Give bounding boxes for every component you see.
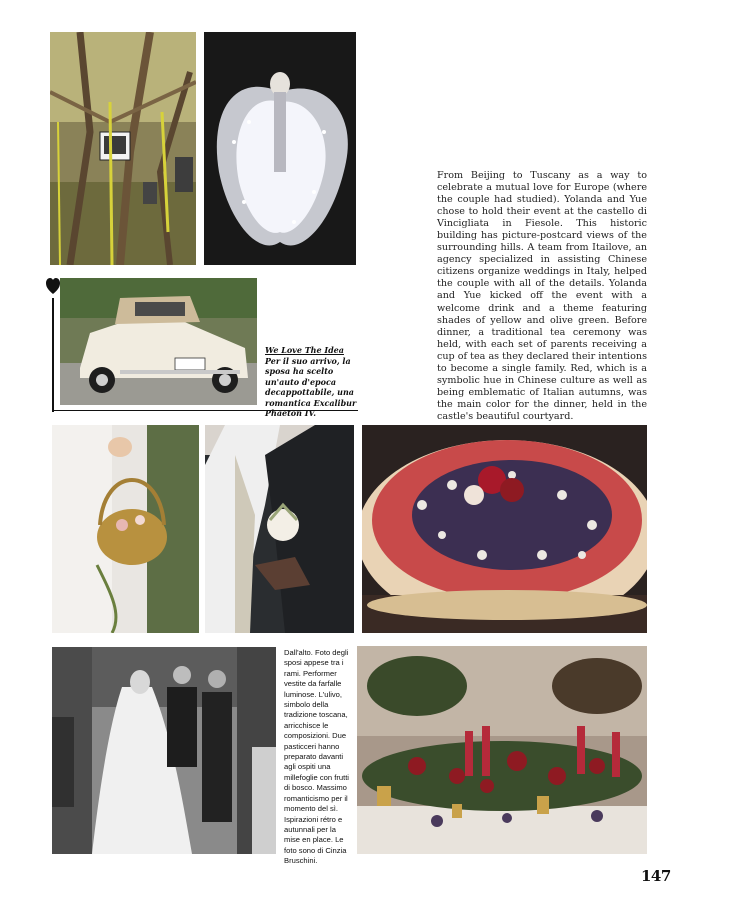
photo-ceremony-black-white — [52, 647, 276, 854]
article-body: From Beijing to Tuscany as a way to celebrate a mutual love for Europe (where the couple had studied). Yolanda and Yue chose to hold their event at the castello di Vincigliata in Fiesole. This historic building has picture-postcard views of the surrounding hills. A team from Itailove, an agency specialized in assisting Chinese citizens organize weddings in Italy, helped the couple with all of the details. Yolanda and Yue kicked off the event with a welcome drink and a theme featuring shades of yellow and olive green. Before dinner, a traditional tea ceremony was held, with each set of parents receiving a cup of tea as they declared their intentions to become a single family. Red, which is a symbolic hue in Chinese culture as well as being emblematic of Italian autumns, was the main color for the dinner, held in the castle's beautiful courtyard. — [437, 170, 647, 422]
car-caption-text: Per il suo arrivo, la sposa ha scelto un'auto d'epoca decappottabile, una romantica Excalibur Phaeton IV. — [265, 355, 357, 418]
photo-groom-boutonniere — [205, 425, 354, 633]
heart-icon — [46, 277, 60, 297]
photo-vintage-car-excalibur — [60, 278, 257, 405]
photo-luminous-butterfly-performer — [204, 32, 356, 265]
page-number: 147 — [641, 867, 671, 885]
car-caption-title: We Love The Idea — [265, 345, 344, 355]
photo-tree-hanging-photos — [50, 32, 196, 265]
car-caption — [265, 345, 365, 419]
decorative-vertical-rule — [52, 298, 54, 412]
photo-table-setting — [357, 646, 647, 854]
photo-bridal-basket-olive — [52, 425, 199, 633]
photo-credits-caption: Dall'alto. Foto degli sposi appese tra i rami. Performer vestite da farfalle luminose. L'ulivo, simbolo della tradizione toscana, arricchisce le composizioni. Due pasticceri hanno preparato davanti agli ospiti una millefoglie con frutti di bosco. Massimo romanticismo per il momento del sì. Ispirazioni rétro e autunnali per la mise en place. Le foto sono di Cinzia Bruschini. — [284, 648, 349, 866]
photo-berry-millefoglie — [362, 425, 647, 633]
